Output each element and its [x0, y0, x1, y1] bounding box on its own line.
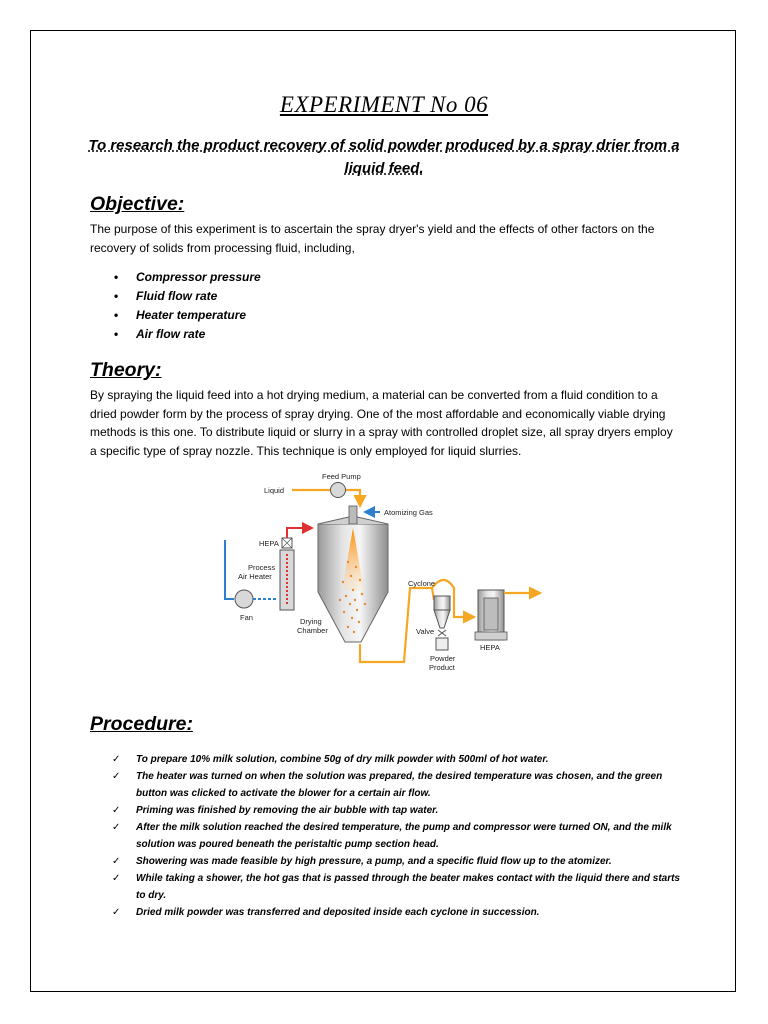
list-item: • Air flow rate	[110, 325, 261, 344]
cyclone-body	[434, 596, 450, 610]
label-feed-pump: Feed Pump	[322, 472, 361, 481]
label-hepa-left: HEPA	[259, 539, 279, 548]
cyclone-to-hepa-line	[454, 596, 474, 617]
label-chamber: Chamber	[297, 626, 328, 635]
label-process: Process	[248, 563, 276, 572]
page-title: EXPERIMENT No 06	[279, 92, 489, 117]
air-intake-line	[225, 540, 234, 599]
label-drying: Drying	[300, 617, 322, 626]
list-item: ✓ Priming was finished by removing the air bubble with tap water.	[112, 802, 692, 819]
spray-dryer-diagram	[222, 472, 542, 676]
theory-text: By spraying the liquid feed into a hot drying medium, a material can be converted from a fluid condition to a dried powder form by the process of spray drying. One of the most affordable and economically viable drying methods is this one. To distribute liquid or slurry in a spray with controlled droplet size, all spray dryers employ a specific type of spray nozzle. This technique is only employed for liquid slurries.	[90, 388, 673, 458]
label-powder: Powder	[430, 654, 456, 663]
factor-list	[110, 268, 261, 344]
list-item: • Heater temperature	[110, 306, 261, 325]
label-valve: Valve	[416, 627, 435, 636]
cyclone-loop	[432, 580, 454, 596]
list-item: • Fluid flow rate	[110, 287, 261, 306]
list-item: ✓ Dried milk powder was transferred and deposited inside each cyclone in succession.	[112, 904, 692, 921]
cyclone-cone	[434, 610, 450, 628]
list-item: ✓ After the milk solution reached the desired temperature, the pump and compressor were turned ON, and the milk solution was poured beneath the peristaltic pump section head.	[112, 819, 692, 853]
atomizer-nozzle	[349, 506, 357, 524]
label-hepa-right: HEPA	[480, 643, 500, 652]
list-item: ✓ Showering was made feasible by high pressure, a pump, and a specific fluid flow up to the atomizer.	[112, 853, 692, 870]
theory-heading: Theory:	[90, 359, 162, 381]
hot-air-line	[287, 528, 312, 538]
fan-icon	[235, 590, 253, 608]
procedure-list	[112, 751, 692, 921]
liquid-feed-line-2	[346, 490, 360, 506]
list-item: ✓ While taking a shower, the hot gas that is passed through the beater makes contact with the liquid there and starts to dry.	[112, 870, 692, 904]
label-atomizing-gas: Atomizing Gas	[384, 508, 433, 517]
procedure-heading: Procedure:	[90, 713, 193, 735]
list-item: ✓ The heater was turned on when the solution was prepared, the desired temperature was chosen, and the green button was clicked to activate the blower for a certain air flow.	[112, 768, 692, 802]
label-air-heater: Air Heater	[238, 572, 272, 581]
objective-text: The purpose of this experiment is to ascertain the spray dryer's yield and the effects of other factors on the recovery of solids from processing fluid, including,	[90, 222, 655, 255]
feed-pump-icon	[331, 483, 346, 498]
objective-heading: Objective:	[90, 193, 185, 215]
label-product: Product	[429, 663, 455, 672]
label-fan: Fan	[240, 613, 253, 622]
label-liquid: Liquid	[264, 486, 285, 495]
valve-icon	[438, 630, 446, 636]
list-item: ✓ To prepare 10% milk solution, combine 50g of dry milk powder with 500ml of hot water.	[112, 751, 692, 768]
experiment-aim: To research the product recovery of solid powder produced by a spray drier from a liquid feed.	[88, 137, 680, 177]
label-cyclone: Cyclone	[408, 579, 436, 588]
list-item: • Compressor pressure	[110, 268, 261, 287]
powder-container	[436, 638, 448, 650]
